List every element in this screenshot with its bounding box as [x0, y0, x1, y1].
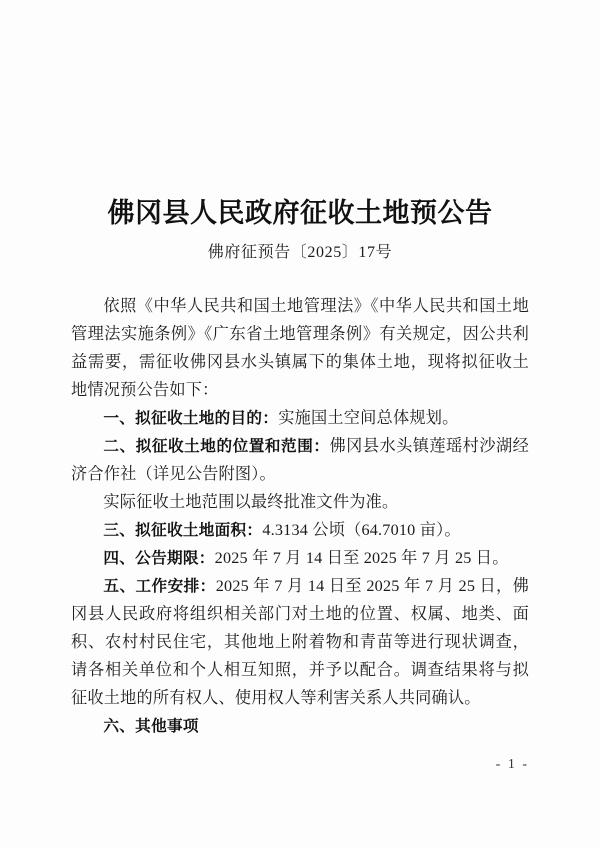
section-text: 2025 年 7 月 14 日至 2025 年 7 月 25 日。 [214, 549, 509, 567]
section-text: 佛冈县水头镇莲瑶村沙湖经济合作社（详见公告附图）。 [71, 437, 529, 483]
section-item [71, 516, 529, 544]
section-heading: 二、拟征收土地的位置和范围： [103, 437, 330, 455]
preamble-paragraph: 依照《中华人民共和国土地管理法》《中华人民共和国土地管理法实施条例》《广东省土地管理条例》有关规定，因公共利益需要，需征收佛冈县水头镇属下的集体土地，现将拟征收土地情况预公告如下： [71, 297, 529, 399]
section-text: 2025 年 7 月 14 日至 2025 年 7 月 25 日，佛冈县人民政府将组织相关部门对土地的位置、权属、地类、面积、农村村民住宅，其他地上附着物和青苗等进行现状调查，请各相关单位和个人相互知照，并予以配合。调查结果将与拟征收土地的所有权人、使用权人等利害关系人共同确认。 [71, 577, 529, 707]
section-heading: 五、工作安排： [103, 577, 216, 595]
section-heading: 四、公告期限： [103, 549, 215, 567]
document-number: 佛府征预告〔2025〕17号 [207, 244, 393, 261]
section-heading: 一、拟征收土地的目的： [103, 409, 279, 427]
section-item [71, 432, 529, 488]
section-item [71, 572, 529, 712]
page-title: 佛冈县人民政府征收土地预公告 [107, 198, 493, 228]
document-body [71, 292, 529, 740]
section-text: 实施国土空间总体规划。 [278, 409, 459, 427]
section-item [71, 488, 529, 516]
section-item [71, 544, 529, 572]
section-item [71, 712, 529, 740]
section-text: 4.3134 公顷（64.7010 亩）。 [262, 521, 461, 539]
page-number: - 1 - [495, 757, 529, 772]
section-heading: 六、其他事项 [103, 717, 199, 735]
section-text: 实际征收土地范围以最终批准文件为准。 [103, 493, 399, 511]
section-heading: 三、拟征收土地面积： [103, 521, 263, 539]
section-item [71, 404, 529, 432]
